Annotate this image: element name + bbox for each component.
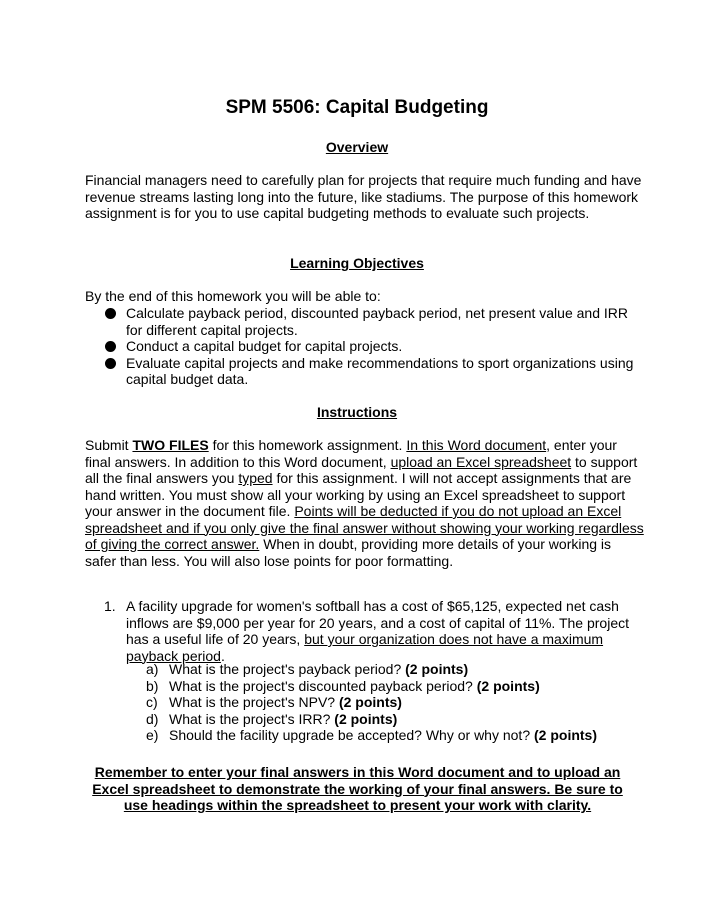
sub-question-letter: c) (146, 694, 158, 710)
question-number: 1. (104, 598, 116, 614)
objective-text: Evaluate capital projects and make recommendations to sport organizations using capital budget data. (126, 354, 634, 387)
sub-question-points: (2 points) (405, 661, 469, 677)
sub-question-letter: e) (146, 727, 159, 743)
sub-question-letter: a) (146, 661, 159, 677)
sub-question-text: What is the project's payback period? (169, 661, 406, 677)
sub-question-letter: d) (146, 710, 159, 727)
list-item (85, 338, 645, 355)
sub-question-text: What is the project's NPV? (169, 694, 339, 710)
sub-question-points: (2 points) (534, 727, 597, 743)
bullet-icon (105, 308, 116, 319)
list-item (146, 694, 646, 711)
in-word-document-emphasis: In this Word document (406, 437, 547, 453)
instructions-paragraph (85, 437, 645, 569)
objectives-list (85, 305, 645, 388)
overview-heading (0, 139, 714, 156)
question-end: . (220, 647, 225, 664)
instructions-text: Submit (85, 437, 133, 453)
overview-heading-text: Overview (325, 139, 389, 155)
sub-question-points: (2 points) (338, 694, 402, 710)
instructions-text: for this homework assignment. (208, 437, 407, 453)
instructions-text: to support all the final answers you (85, 453, 638, 486)
objectives-heading (0, 255, 714, 272)
list-item (146, 711, 646, 728)
typed-emphasis: typed (238, 470, 273, 486)
sub-question-text: What is the project's discounted payback period? (169, 677, 477, 694)
question-body: A facility upgrade for women's softball has a cost of $65,125, expected net cash inflows are $9,000 per year for 20 years, and a cost of capital of 11%. The project has a useful life of 20 years, (126, 598, 629, 647)
list-item (146, 661, 646, 678)
points-deducted-warning: Points will be deducted if you do not upload an Excel spreadsheet and if you only give the final answer without showing your working regardless of giving the correct answer. (85, 503, 644, 552)
instructions-heading (0, 404, 714, 421)
list-item (146, 727, 646, 744)
instructions-text: , enter your final answers. In addition to this Word document, (85, 437, 617, 470)
bullet-icon (105, 358, 116, 369)
overview-paragraph: Financial managers need to carefully plan for projects that require much funding and have revenue streams lasting long into the future, like stadiums. The purpose of this homework assignment is for you to use capital budgeting methods to evaluate such projects. (85, 172, 642, 221)
objective-text: Conduct a capital budget for capital projects. (126, 338, 403, 354)
list-item (85, 355, 645, 388)
instructions-heading-text: Instructions (316, 404, 398, 420)
question-text (104, 598, 634, 664)
question-1 (104, 598, 634, 664)
instructions-text: When in doubt, providing more details of your working is safer than less. You will also lose points for poor formatting. (85, 536, 612, 569)
objective-text: Calculate payback period, discounted payback period, net present value and IRR for different capital projects. (126, 305, 628, 338)
sub-question-text: Should the facility upgrade be accepted? Why or why not? (169, 727, 534, 743)
bullet-icon (105, 341, 116, 352)
two-files-emphasis: TWO FILES (132, 437, 209, 453)
sub-question-points: (2 points) (334, 710, 398, 727)
question-underlined-text: but your organization does not have a maximum payback period (126, 631, 604, 664)
instructions-text: for this assignment. I will not accept assignments that are hand written. You must show all your working by using an Excel spreadsheet to support your answer in the document file. (85, 470, 632, 519)
sub-question-letter: b) (146, 677, 159, 694)
list-item (85, 305, 645, 338)
sub-questions-list (146, 661, 646, 744)
final-reminder: Remember to enter your final answers in this Word document and to upload an Excel spreadsheet to demonstrate the working of your final answers. Be sure to use headings within the spreadsheet to present your work with clarity. (92, 764, 623, 813)
objectives-heading-text: Learning Objectives (290, 255, 424, 271)
list-item (146, 678, 646, 695)
sub-question-points: (2 points) (476, 677, 540, 694)
document-title: SPM 5506: Capital Budgeting (225, 97, 489, 118)
sub-question-text: What is the project's IRR? (169, 710, 335, 727)
upload-excel-emphasis: upload an Excel spreadsheet (390, 453, 572, 470)
objectives-intro: By the end of this homework you will be able to: (85, 288, 381, 304)
